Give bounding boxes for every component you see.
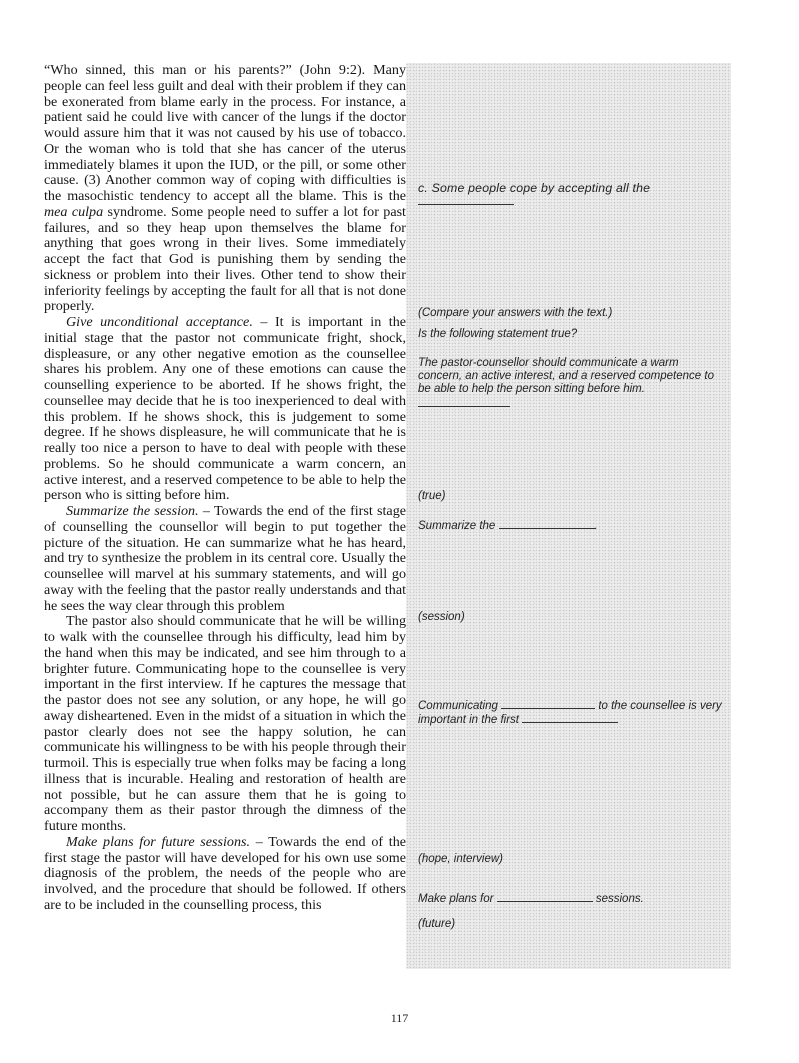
- cue-blame: c. Some people cope by accepting all the: [418, 182, 723, 208]
- cue-question: Is the following statement true?: [418, 328, 578, 340]
- cue-compare: (Compare your answers with the text.): [418, 307, 613, 319]
- cue-plans: Make plans for sessions.: [418, 893, 644, 905]
- cue-statement: The pastor-counsellor should communicate a warm concern, an active interest, and a reserved competence to be able to help the person sitting before him.: [418, 357, 723, 411]
- answer-blank[interactable]: [522, 713, 618, 723]
- section-heading-plans: Make plans for future sessions.: [66, 833, 251, 850]
- paragraph-hope: The pastor also should communicate that he will be willing to walk with the counsellee through his difficulty, lead him by the hand when this may be indicated, and see him through to a brighter future. Communicating hope to the counsellee is very important in the first interview. If he captures the message that the pastor does not see any solution, or any hope, he will go away disheartened. Even in the midst of a situation in which the pastor clearly does not see the happy solution, he can communicate his willingness to be with his people through their turmoil. This is especially true when folks may be facing a long illness that is incurable. Healing and restoration of health are not possible, but he can assure them that he is going to accompany them as their pastor through the dimness of the future months.: [44, 613, 406, 834]
- paragraph-plans: Make plans for future sessions. – Towards the end of the first stage the pastor will have developed for his own use some diagnosis of the problem, the needs of the people who are involved, and the procedure that should be followed. If others are to be included in the counselling process, this: [44, 833, 406, 913]
- cue-answer-future: (future): [418, 918, 456, 930]
- cue-answer-hope: (hope, interview): [418, 853, 504, 865]
- paragraph-blame: “Who sinned, this man or his parents?” (John 9:2). Many people can feel less guilt and deal with their problem if they can be exonerated from blame early in the process. For instance, a patient said he could live with cancer of the lungs if the doctor would assure him that it was not caused by his use of tobacco. Or the woman who is told that she has cancer of the uterus immediately blames it upon the IUD, or the pill, or some other cause. (3) Another common way of coping with difficulties is the masochistic tendency to accept all the blame. This is the mea culpa syndrome. Some people need to suffer a lot for past failures, and so they heap upon themselves the blame for anything that goes wrong in their lives. Some immediately accept the fact that God is punishing them by sending the sickness or problem into their lives. Other tend to show their inferiority feelings by accepting the fault for all that is not done properly.: [44, 62, 406, 315]
- study-sidebar: [406, 63, 731, 969]
- cue-summarize: Summarize the .: [418, 520, 598, 532]
- mea-culpa-term: mea culpa: [44, 203, 104, 220]
- answer-blank[interactable]: [418, 195, 514, 205]
- answer-blank[interactable]: [418, 397, 510, 407]
- cue-answer-session: (session): [418, 611, 465, 623]
- paragraph-acceptance: Give unconditional acceptance. – It is important in the initial stage that the pastor not communicate fright, shock, displeasure, or any other negative emotion as the counsellee shares his problem. Any one of these emotions can cause the counselling experience to be aborted. If he shows fright, the counsellee may decide that he is too inexperienced to deal with this problem. If he shows shock, this is judgement to some degree. If he shows displeasure, he will communicate that he is really too nice a person to have to deal with people with these problems. So he should communicate a warm concern, an active interest, and a reserved competence to be able to help the person who is sitting before him.: [44, 314, 406, 504]
- answer-blank[interactable]: [497, 892, 593, 902]
- answer-blank[interactable]: [501, 699, 595, 709]
- paragraph-summarize: Summarize the session. – Towards the end of the first stage of counselling the counsellor will begin to put together the picture of the situation. He can summarize what he has heard, and try to synthesize the problem in its central core. Usually the counsellee will marvel at his summary statements, and will go away with the feeling that the pastor really understands and that he sees the way clear through this problem: [44, 503, 406, 614]
- cue-answer-true: (true): [418, 490, 446, 502]
- answer-blank[interactable]: [499, 519, 595, 529]
- cue-communicating: Communicating to the counsellee is very important in the first: [418, 700, 722, 727]
- section-heading-acceptance: Give unconditional acceptance.: [66, 314, 253, 330]
- page-number: 117: [390, 1011, 409, 1025]
- section-heading-summarize: Summarize the session.: [66, 503, 199, 519]
- main-text-column: [44, 63, 406, 914]
